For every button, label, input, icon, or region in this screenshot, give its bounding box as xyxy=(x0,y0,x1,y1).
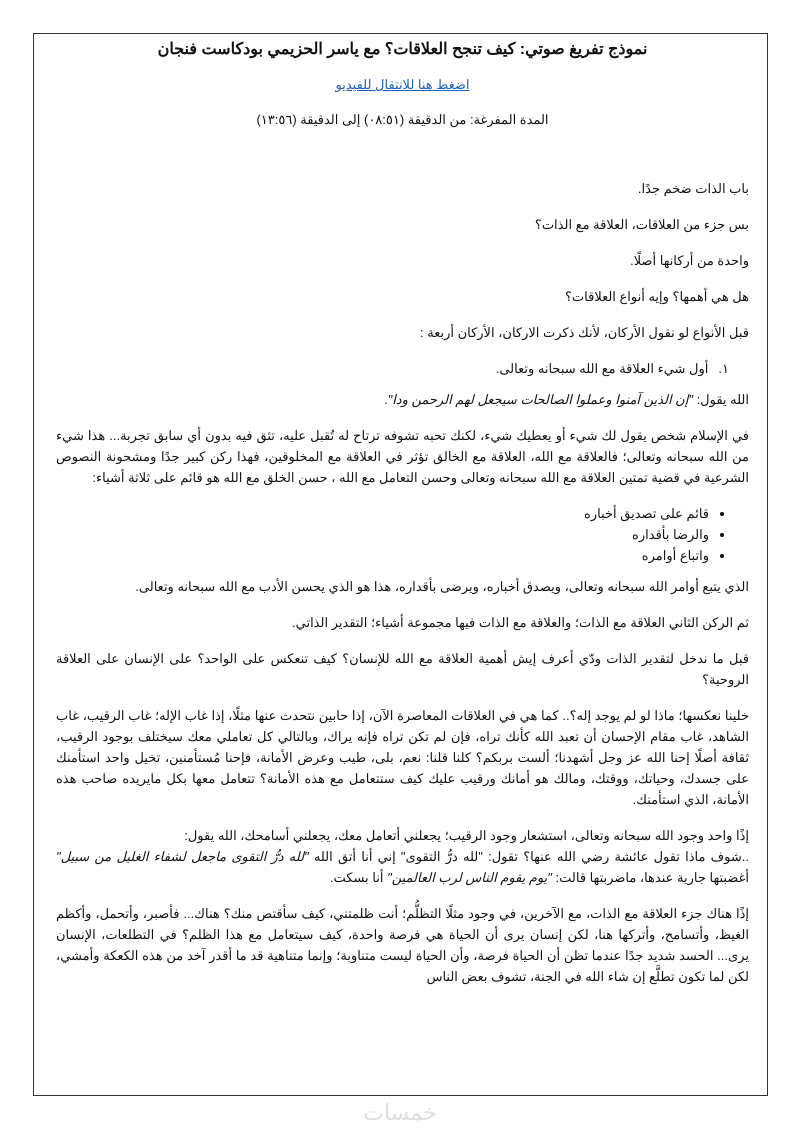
list-item-text: أول شيء العلاقة مع الله سبحانه وتعالى. xyxy=(495,361,709,376)
text: . xyxy=(383,392,388,407)
watermark: خمسات xyxy=(363,1100,437,1125)
paragraph: باب الذات ضخم جدًا. xyxy=(637,181,749,196)
paragraph: واحدة من أركانها أصلًا. xyxy=(630,253,749,268)
paragraph: خلينا نعكسها؛ ماذا لو لم يوجد إله؟.. كما هي في العلاقات المعاصرة الآن، إذا حابين نتحدث عنها مثلًا، إذا غاب الإله؛ غاب الرقيب، غاب الشاهد، غاب مقام الإحسان أن تعبد الله كأنك تراه، فإن لم تكن تراه فإنه يراك، وبالتالي كل تعاملي معك سيختلف بوجود الرقيب، ثقافة أصلًا إحنا الله عز وجل أشهدنا؛ ألست بربكم؟ كلنا قلنا: نعم، بلى، طيب وعرض الأمانة، فإحنا مُستأمنين، تخيل واحد استأمنك على جسدك، وحياتك، ووقتك، ومالك هو أمانك ورقيب عليك كيف ستتعامل مع هذه الأمانة؟ تتعامل معها بكل مايريده صاحب هذه الأمانة، الذي استأمنك. xyxy=(56,708,749,807)
quote: "يوم يقوم الناس لرب العالمين" xyxy=(387,870,552,885)
list-item: • واتباع أوامره xyxy=(56,545,709,566)
document-content xyxy=(56,34,749,1002)
paragraph: بس جزء من العلاقات، العلاقة مع الذات؟ xyxy=(534,217,749,232)
paragraph: قبل الأنواع لو نقول الأركان، لأنك ذكرت الاركان، الأركان أربعة : xyxy=(420,325,749,340)
paragraph: قبل ما ندخل لتقدير الذات ودّي أعرف إيش أهمية العلاقة مع الله للإنسان؟ كيف تنعكس على الواحد؟ على الإنسان على العلاقة الروحية؟ xyxy=(56,651,749,687)
quote: "إن الذين آمنوا وعملوا الصالحات سيجعل لهم الرحمن ودا" xyxy=(387,392,693,407)
video-link[interactable]: اضغط هنا للانتقال للفيديو xyxy=(335,77,470,92)
list-number: ١. xyxy=(718,361,729,376)
video-link-row xyxy=(56,74,749,95)
ordered-list xyxy=(56,358,749,379)
text: ..شوف ماذا تقول عائشة رضي الله عنها؟ تقول: "لله درُّ التقوى" إني أنا أتق الله xyxy=(308,849,749,864)
text: الله يقول: xyxy=(692,392,749,407)
paragraph: في الإسلام شخص يقول لك شيء أو يعطيك شيء، لكنك تحبه تشوفه ترتاح له تُقبل عليه، تثق فيه بدون أي سابق تجربة... هذا شيء من الله سبحانه وتعالى؛ فالعلاقة مع الله، العلاقة مع الخالق تؤثر في العلاقة مع المخلوقين، فهذا ركن كبير جدًا ومشحونة النصوص الشرعية في قضية تمتين العلاقة مع الله سبحانه وتعالى وحسن التعامل مع الله ، حسن الخلق مع الله هو قائم على ثلاثة أشياء: xyxy=(56,428,749,485)
paragraph: هل هي أهمها؟ وإيه أنواع العلاقات؟ xyxy=(565,289,749,304)
transcript-body xyxy=(56,178,749,987)
quote: "لله درُّ التقوى ماجعل لشفاء الغليل من سبيل" xyxy=(56,849,309,864)
page-title: نموذج تفريغ صوتي: كيف تنجح العلاقات؟ مع ياسر الحزيمي بودكاست فنجان xyxy=(157,41,648,58)
list-item: • قائم على تصديق أخباره xyxy=(56,503,709,524)
paragraph-aisha xyxy=(56,825,749,888)
list-item: • والرضا بأقداره xyxy=(56,524,709,545)
text: إذًا واحد وجود الله سبحانه وتعالى، استشعار وجود الرقيب؛ يجعلني أتعامل معك، يجعلني أسامحك، الله يقول: xyxy=(184,828,749,843)
duration-text: المدة المفرغة: من الدقيقة (٠٨:٥١) إلى الدقيقة (١٣:٥٦) xyxy=(256,112,549,127)
text: أغضبتها جارية عندها، ماضربتها قالت: xyxy=(551,870,749,885)
paragraph: ثم الركن الثاني العلاقة مع الذات؛ والعلاقة مع الذات فيها مجموعة أشياء؛ التقدير الذاتي. xyxy=(292,615,749,630)
list-item xyxy=(56,358,729,379)
document-page xyxy=(33,33,768,1096)
paragraph: الذي يتبع أوامر الله سبحانه وتعالى، ويصدق أخباره، ويرضى بأقداره، هذا هو الذي يحسن الأدب مع الله سبحانه وتعالى. xyxy=(135,579,749,594)
bullet-list xyxy=(56,503,749,566)
text: أنا بسكت. xyxy=(329,870,388,885)
paragraph-quote xyxy=(56,389,749,410)
paragraph: إذًا هناك جزء العلاقة مع الذات، مع الآخرين، في وجود مثلًا التظلُّم؛ أنت ظلمتني، كيف سأقتص منك؟ هناك... فأصبر، وأتحمل، وأكظم الغيظ، وأتسامح، وأتركها هنا، لكن إنسان يرى أن الحياة هي فرصة واحدة، كيف سيتعامل مع هذا الظلم؟ في التطلعات، الإنسان يرى... الحسد شديد جدًا عندما تظن أن الحياة فرصة، وأن الحياة ليست متناوبة؛ وإنما متناهية قد ما أقدر آخد من هذه الكعكة وأمشي، لكن لما تكون تطلَّع إن شاء الله في الجنة، تشوف بعض الناس xyxy=(56,906,749,984)
